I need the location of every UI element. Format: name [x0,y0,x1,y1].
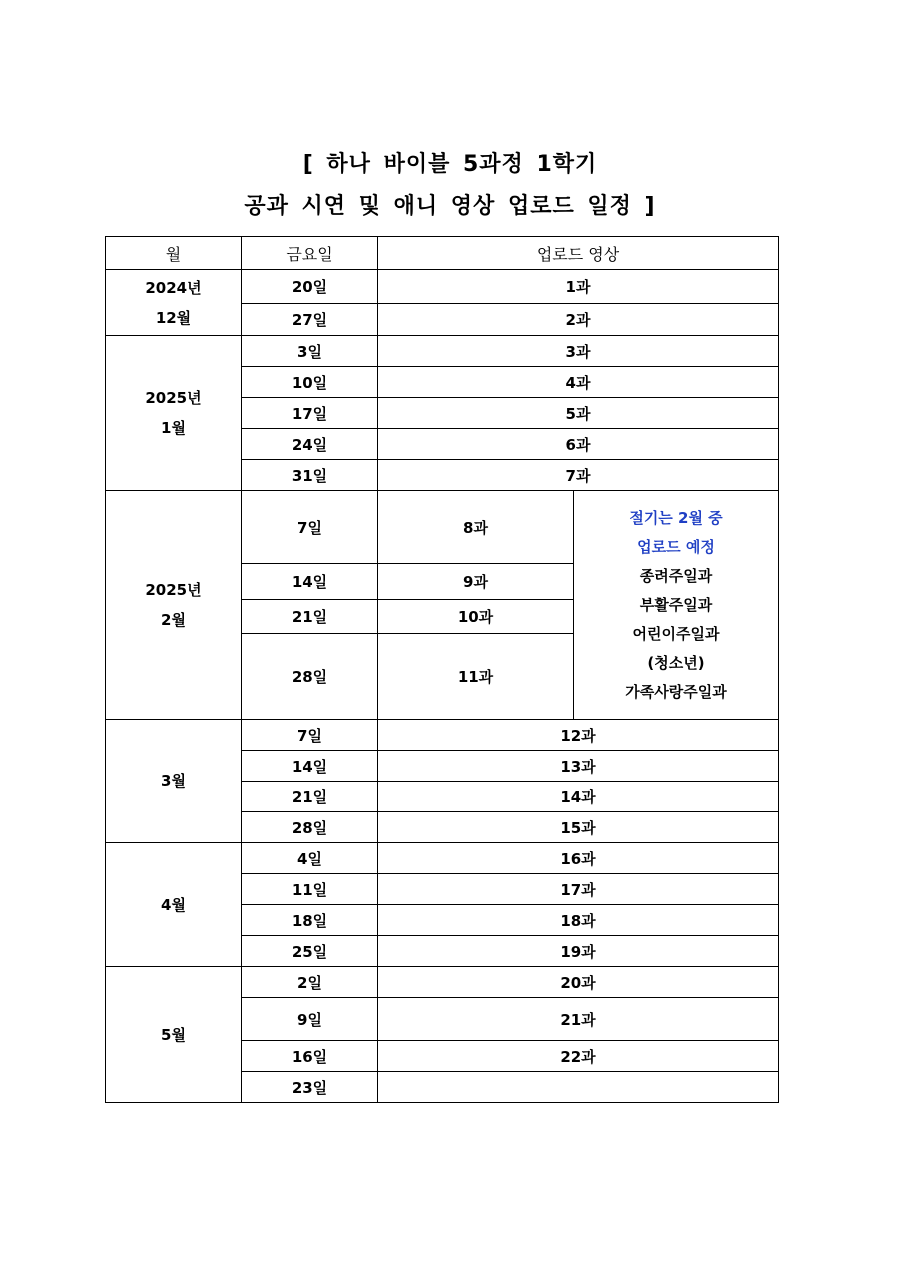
friday-date-cell: 20일 [242,270,378,304]
schedule-table [105,236,779,1103]
header-friday: 금요일 [242,237,378,270]
friday-date-cell: 7일 [242,491,378,564]
header-month: 월 [106,237,242,270]
table-row [106,720,779,751]
month-cell [106,967,242,1103]
month-label: 2월 [161,611,186,629]
friday-date-cell: 28일 [242,634,378,720]
title-line-2: 공과 시연 및 애니 영상 업로드 일정 ] [244,194,656,219]
month-cell [106,720,242,843]
header-upload: 업로드 영상 [378,237,779,270]
friday-date-cell: 21일 [242,782,378,812]
friday-date-cell: 18일 [242,905,378,936]
lesson-cell: 22과 [378,1041,779,1072]
lesson-cell: 19과 [378,936,779,967]
friday-date-cell: 24일 [242,429,378,460]
note-item: 종려주일과 [639,566,713,585]
lesson-cell: 21과 [378,998,779,1041]
friday-date-cell: 11일 [242,874,378,905]
month-label: 2025년 [145,581,202,599]
friday-date-cell: 14일 [242,751,378,782]
friday-date-cell: 14일 [242,564,378,600]
month-cell [106,843,242,967]
note-item: 가족사랑주일과 [625,682,727,701]
schedule-body [106,270,779,1103]
lesson-cell: 3과 [378,336,779,367]
lesson-cell: 12과 [378,720,779,751]
month-label: 5월 [161,1025,186,1044]
friday-date-cell: 31일 [242,460,378,491]
table-row [106,270,779,304]
note-item: 어린이주일과 [632,624,720,643]
friday-date-cell: 23일 [242,1072,378,1103]
table-row [106,336,779,367]
table-row [106,967,779,998]
lesson-cell: 18과 [378,905,779,936]
note-item: (청소년) [647,653,705,672]
friday-date-cell: 21일 [242,600,378,634]
lesson-cell: 16과 [378,843,779,874]
friday-date-cell: 17일 [242,398,378,429]
month-cell [106,491,242,720]
lesson-cell: 10과 [378,600,574,634]
month-label: 1월 [161,419,186,437]
friday-date-cell: 27일 [242,304,378,336]
seasonal-lessons-note [574,491,779,720]
lesson-cell: 14과 [378,782,779,812]
lesson-cell: 5과 [378,398,779,429]
lesson-cell [378,1072,779,1103]
lesson-cell: 20과 [378,967,779,998]
month-label: 3월 [161,772,186,790]
lesson-cell: 11과 [378,634,574,720]
note-highlight: 업로드 예정 [637,537,715,556]
header-row [106,237,779,270]
lesson-cell: 9과 [378,564,574,600]
friday-date-cell: 3일 [242,336,378,367]
month-cell [106,336,242,491]
friday-date-cell: 25일 [242,936,378,967]
lesson-cell: 1과 [378,270,779,304]
month-label: 12월 [155,308,192,327]
lesson-cell: 6과 [378,429,779,460]
month-label: 4월 [161,895,186,914]
note-item: 부활주일과 [639,595,713,614]
table-row [106,843,779,874]
lesson-cell: 8과 [378,491,574,564]
lesson-cell: 2과 [378,304,779,336]
note-highlight: 절기는 2월 중 [629,508,723,527]
lesson-cell: 7과 [378,460,779,491]
table-row [106,491,779,564]
month-label: 2025년 [145,389,202,407]
lesson-cell: 17과 [378,874,779,905]
title-line-1: [ 하나 바이블 5과정 1학기 [302,152,598,177]
friday-date-cell: 4일 [242,843,378,874]
friday-date-cell: 16일 [242,1041,378,1072]
friday-date-cell: 28일 [242,812,378,843]
lesson-cell: 15과 [378,812,779,843]
month-label: 2024년 [145,278,202,297]
friday-date-cell: 9일 [242,998,378,1041]
lesson-cell: 13과 [378,751,779,782]
month-cell [106,270,242,336]
friday-date-cell: 10일 [242,367,378,398]
friday-date-cell: 2일 [242,967,378,998]
friday-date-cell: 7일 [242,720,378,751]
lesson-cell: 4과 [378,367,779,398]
